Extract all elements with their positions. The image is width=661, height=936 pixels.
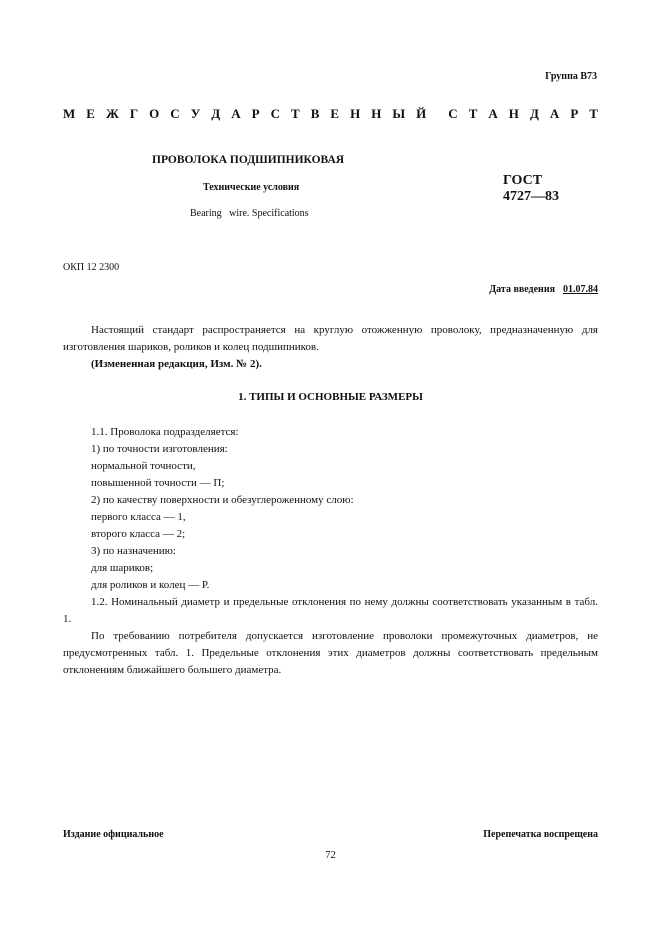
banner-letter: В [310,106,320,121]
official-edition: Издание официальное [63,829,164,840]
interstate-standard-banner [63,106,598,122]
banner-letter: Н [350,106,361,121]
list-line: 3) по назначению: [91,545,176,557]
gost-label: ГОСТ [503,173,543,188]
banner-letter: Р [251,106,260,121]
banner-letter: М [63,106,76,121]
banner-letter: Т [589,106,598,121]
banner-letter: Д [529,106,539,121]
banner-letter: Г [129,106,139,121]
edit-note: (Измененная редакция, Изм. № 2). [91,358,262,370]
classification-list [63,424,598,594]
list-line: 1) по точности изготовления: [91,443,228,455]
banner-letter: О [149,106,160,121]
section-heading: 1. ТИПЫ И ОСНОВНЫЕ РАЗМЕРЫ [238,391,423,403]
banner-letter: С [448,106,458,121]
banner-letter: Е [330,106,340,121]
page-number: 72 [325,850,336,861]
section-body [63,424,598,679]
date-value: 01.07.84 [563,284,598,295]
list-line: 1.1. Проволока подразделяется: [91,426,239,438]
gost-number: 4727—83 [503,189,559,204]
banner-letter: Е [86,106,95,121]
paragraph-consumer: По требованию потребителя допускается изготовление проволоки промежуточных диаметров, не предусмотренных табл. 1. Предельные отклонения этих диаметров должны соответствовать предельным отклонениям ближайшего большего диаметра. [63,630,598,676]
list-line: для роликов и колец — Р. [91,579,210,591]
banner-letter: Н [508,106,519,121]
list-line: второго класса — 2; [91,528,186,540]
list-line: первого класса — 1, [91,511,186,523]
okp-code: ОКП 12 2300 [63,262,120,273]
banner-letter: Ж [105,106,119,121]
introduction-date [489,284,598,295]
banner-letter: Р [570,106,579,121]
list-line: нормальной точности, [91,460,196,472]
banner-letter: С [170,106,180,121]
group-code: Группа В73 [545,71,597,82]
list-line: 2) по качеству поверхности и обезуглероженному слою: [91,494,354,506]
intro-section [63,322,598,373]
banner-letter: Т [291,106,300,121]
banner-letter: У [190,106,201,121]
document-title: ПРОВОЛОКА ПОДШИПНИКОВАЯ [152,154,345,166]
banner-letter: Й [416,106,427,121]
paragraph-1-2: 1.2. Номинальный диаметр и предельные отклонения по нему должны соответствовать указанным в табл. 1. [63,596,598,625]
banner-letter: А [549,106,560,121]
reprint-prohibited: Перепечатка воспрещена [483,829,598,840]
date-label: Дата введения [489,284,555,295]
english-title: Bearing wire. Specifications [190,208,309,219]
banner-letter: Ы [392,106,406,121]
list-line: повышенной точности — П; [91,477,225,489]
banner-letter: Н [371,106,382,121]
document-subtitle: Технические условия [203,182,300,193]
banner-letter: Т [468,106,478,121]
banner-letter: А [231,106,241,121]
banner-letter: А [488,106,498,121]
intro-paragraph: Настоящий стандарт распространяется на круглую отожженную проволоку, предназначенную для изготовления шариков, роликов и колец подшипников. [63,324,598,353]
list-line: для шариков; [91,562,154,574]
banner-letter: С [270,106,280,121]
banner-letter: Д [211,106,221,121]
